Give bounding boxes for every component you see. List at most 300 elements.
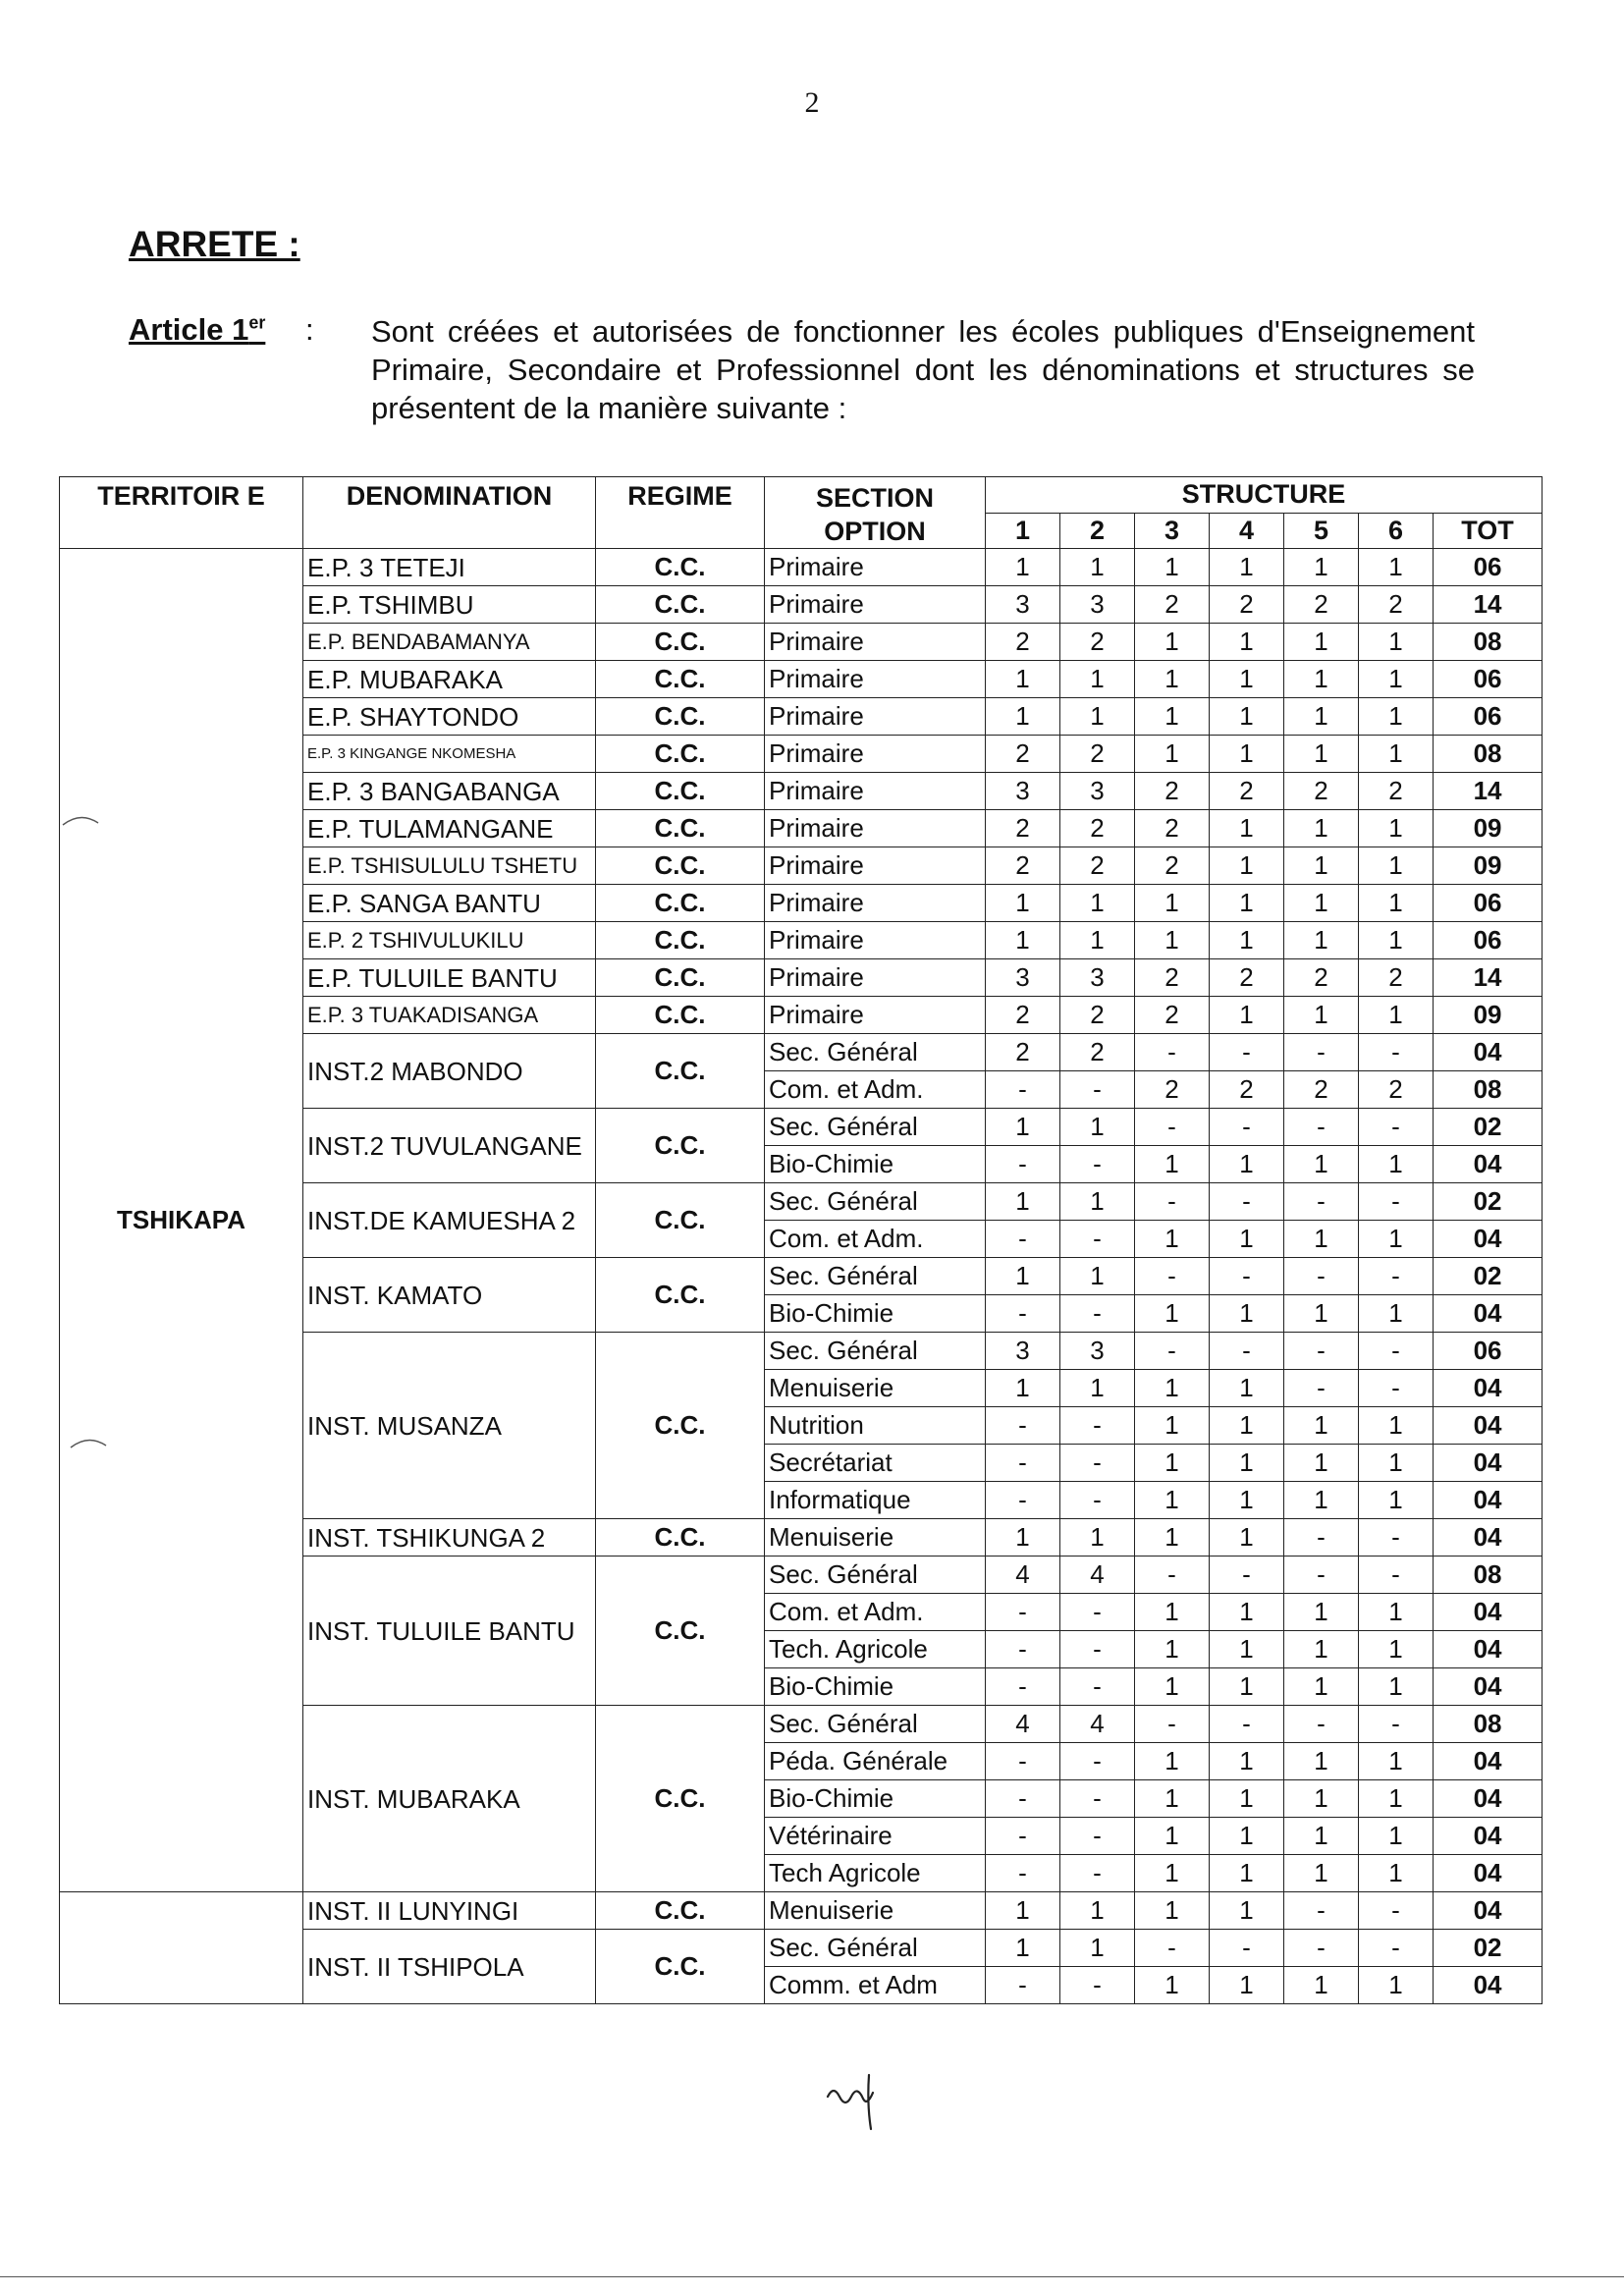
class-4-cell: 1	[1210, 1407, 1284, 1445]
class-3-cell: 1	[1135, 1594, 1210, 1631]
class-6-cell: -	[1359, 1333, 1434, 1370]
total-cell: 06	[1434, 549, 1543, 586]
class-5-cell: 1	[1284, 698, 1359, 736]
regime-cell: C.C.	[596, 586, 765, 624]
class-4-cell: -	[1210, 1706, 1284, 1743]
denomination-cell: E.P. SHAYTONDO	[303, 698, 596, 736]
class-1-cell: -	[986, 1482, 1060, 1519]
denomination-cell: E.P. TULAMANGANE	[303, 810, 596, 847]
class-4-cell: 1	[1210, 885, 1284, 922]
regime-cell: C.C.	[596, 549, 765, 586]
class-6-cell: 1	[1359, 1594, 1434, 1631]
class-3-cell: 1	[1135, 698, 1210, 736]
class-5-cell: -	[1284, 1333, 1359, 1370]
section-option-cell: Informatique	[765, 1482, 986, 1519]
class-5-cell: 1	[1284, 1967, 1359, 2004]
class-1-cell: 1	[986, 549, 1060, 586]
class-3-cell: 1	[1135, 736, 1210, 773]
class-3-cell: -	[1135, 1333, 1210, 1370]
class-2-cell: 2	[1060, 1034, 1135, 1071]
total-cell: 04	[1434, 1631, 1543, 1668]
class-6-cell: -	[1359, 1557, 1434, 1594]
class-6-cell: 1	[1359, 1407, 1434, 1445]
class-3-cell: -	[1135, 1109, 1210, 1146]
class-6-cell: 1	[1359, 1295, 1434, 1333]
class-2-cell: 1	[1060, 1258, 1135, 1295]
class-2-cell: -	[1060, 1445, 1135, 1482]
class-5-cell: 1	[1284, 847, 1359, 885]
regime-cell: C.C.	[596, 661, 765, 698]
class-3-cell: 1	[1135, 1370, 1210, 1407]
total-cell: 06	[1434, 1333, 1543, 1370]
class-1-cell: 1	[986, 698, 1060, 736]
class-4-cell: 1	[1210, 698, 1284, 736]
section-option-cell: Primaire	[765, 624, 986, 661]
total-cell: 02	[1434, 1109, 1543, 1146]
regime-cell: C.C.	[596, 1333, 765, 1519]
header-class-6: 6	[1359, 513, 1434, 549]
section-option-cell: Primaire	[765, 997, 986, 1034]
class-6-cell: 2	[1359, 959, 1434, 997]
class-3-cell: 1	[1135, 1482, 1210, 1519]
class-4-cell: 1	[1210, 1146, 1284, 1183]
class-2-cell: 1	[1060, 1183, 1135, 1221]
class-5-cell: 1	[1284, 1407, 1359, 1445]
denomination-cell: INST. II LUNYINGI	[303, 1892, 596, 1930]
regime-cell: C.C.	[596, 1892, 765, 1930]
class-2-cell: 2	[1060, 997, 1135, 1034]
header-section-option: SECTION OPTION	[765, 477, 986, 549]
article-label	[129, 312, 265, 348]
section-option-cell: Primaire	[765, 549, 986, 586]
regime-cell: C.C.	[596, 1258, 765, 1333]
class-1-cell: -	[986, 1818, 1060, 1855]
class-1-cell: -	[986, 1780, 1060, 1818]
class-1-cell: 1	[986, 885, 1060, 922]
class-3-cell: 1	[1135, 1295, 1210, 1333]
class-3-cell: 1	[1135, 1818, 1210, 1855]
class-1-cell: -	[986, 1594, 1060, 1631]
denomination-cell: E.P. TULUILE BANTU	[303, 959, 596, 997]
class-1-cell: 2	[986, 736, 1060, 773]
total-cell: 04	[1434, 1445, 1543, 1482]
class-1-cell: 1	[986, 1930, 1060, 1967]
regime-cell: C.C.	[596, 1706, 765, 1892]
class-5-cell: 1	[1284, 1295, 1359, 1333]
class-1-cell: 1	[986, 922, 1060, 959]
class-2-cell: 1	[1060, 885, 1135, 922]
class-3-cell: 1	[1135, 1519, 1210, 1557]
class-1-cell: 1	[986, 1519, 1060, 1557]
class-4-cell: -	[1210, 1333, 1284, 1370]
class-1-cell: 3	[986, 773, 1060, 810]
class-2-cell: 3	[1060, 1333, 1135, 1370]
class-1-cell: -	[986, 1295, 1060, 1333]
total-cell: 04	[1434, 1482, 1543, 1519]
class-2-cell: -	[1060, 1295, 1135, 1333]
class-3-cell: 2	[1135, 1071, 1210, 1109]
class-5-cell: 1	[1284, 1818, 1359, 1855]
article-label-text: Article 1	[129, 312, 249, 347]
denomination-cell: E.P. SANGA BANTU	[303, 885, 596, 922]
class-6-cell: -	[1359, 1034, 1434, 1071]
class-1-cell: 2	[986, 847, 1060, 885]
class-5-cell: 1	[1284, 1780, 1359, 1818]
class-5-cell: 1	[1284, 1668, 1359, 1706]
denomination-cell: INST. MUBARAKA	[303, 1706, 596, 1892]
class-2-cell: 2	[1060, 736, 1135, 773]
class-1-cell: 3	[986, 586, 1060, 624]
class-6-cell: -	[1359, 1706, 1434, 1743]
class-5-cell: -	[1284, 1183, 1359, 1221]
class-1-cell: 1	[986, 1109, 1060, 1146]
class-5-cell: 1	[1284, 885, 1359, 922]
class-5-cell: 1	[1284, 624, 1359, 661]
class-6-cell: 1	[1359, 922, 1434, 959]
class-3-cell: 1	[1135, 1967, 1210, 2004]
class-2-cell: 2	[1060, 810, 1135, 847]
header-denomination: DENOMINATION	[303, 477, 596, 549]
class-3-cell: 1	[1135, 1743, 1210, 1780]
class-1-cell: -	[986, 1855, 1060, 1892]
class-1-cell: -	[986, 1071, 1060, 1109]
class-2-cell: -	[1060, 1594, 1135, 1631]
regime-cell: C.C.	[596, 1557, 765, 1706]
total-cell: 04	[1434, 1743, 1543, 1780]
class-1-cell: -	[986, 1967, 1060, 2004]
class-1-cell: 3	[986, 1333, 1060, 1370]
regime-cell: C.C.	[596, 1034, 765, 1109]
class-3-cell: 1	[1135, 1445, 1210, 1482]
regime-cell: C.C.	[596, 1519, 765, 1557]
class-3-cell: 1	[1135, 1892, 1210, 1930]
total-cell: 14	[1434, 959, 1543, 997]
total-cell: 08	[1434, 1706, 1543, 1743]
total-cell: 02	[1434, 1930, 1543, 1967]
section-option-cell: Primaire	[765, 847, 986, 885]
section-option-cell: Bio-Chimie	[765, 1295, 986, 1333]
denomination-cell: INST. TSHIKUNGA 2	[303, 1519, 596, 1557]
class-1-cell: 2	[986, 997, 1060, 1034]
class-6-cell: 1	[1359, 885, 1434, 922]
class-3-cell: 1	[1135, 1668, 1210, 1706]
total-cell: 08	[1434, 624, 1543, 661]
class-3-cell: 2	[1135, 997, 1210, 1034]
class-1-cell: 4	[986, 1557, 1060, 1594]
class-2-cell: -	[1060, 1668, 1135, 1706]
section-option-cell: Primaire	[765, 736, 986, 773]
total-cell: 14	[1434, 586, 1543, 624]
class-2-cell: 1	[1060, 922, 1135, 959]
class-4-cell: -	[1210, 1034, 1284, 1071]
class-5-cell: -	[1284, 1930, 1359, 1967]
class-4-cell: 1	[1210, 1631, 1284, 1668]
regime-cell: C.C.	[596, 847, 765, 885]
regime-cell: C.C.	[596, 959, 765, 997]
regime-cell: C.C.	[596, 1109, 765, 1183]
class-6-cell: -	[1359, 1930, 1434, 1967]
class-4-cell: -	[1210, 1557, 1284, 1594]
class-5-cell: -	[1284, 1519, 1359, 1557]
class-3-cell: 1	[1135, 549, 1210, 586]
class-5-cell: -	[1284, 1258, 1359, 1295]
denomination-cell: INST. II TSHIPOLA	[303, 1930, 596, 2004]
section-option-cell: Primaire	[765, 698, 986, 736]
class-1-cell: -	[986, 1407, 1060, 1445]
regime-cell: C.C.	[596, 773, 765, 810]
denomination-cell: E.P. 3 TETEJI	[303, 549, 596, 586]
class-2-cell: 1	[1060, 1109, 1135, 1146]
class-1-cell: -	[986, 1743, 1060, 1780]
total-cell: 04	[1434, 1295, 1543, 1333]
class-5-cell: -	[1284, 1557, 1359, 1594]
class-6-cell: -	[1359, 1109, 1434, 1146]
denomination-cell: E.P. TSHISULULU TSHETU	[303, 847, 596, 885]
class-3-cell: 1	[1135, 1407, 1210, 1445]
class-5-cell: 1	[1284, 997, 1359, 1034]
class-1-cell: 1	[986, 1183, 1060, 1221]
denomination-cell: INST. MUSANZA	[303, 1333, 596, 1519]
class-2-cell: -	[1060, 1743, 1135, 1780]
class-5-cell: 1	[1284, 922, 1359, 959]
schools-structure-table	[59, 476, 1543, 2004]
total-cell: 04	[1434, 1668, 1543, 1706]
class-4-cell: 1	[1210, 997, 1284, 1034]
total-cell: 09	[1434, 997, 1543, 1034]
class-3-cell: 2	[1135, 773, 1210, 810]
section-option-cell: Sec. Général	[765, 1183, 986, 1221]
class-3-cell: 1	[1135, 1780, 1210, 1818]
denomination-cell: INST.2 TUVULANGANE	[303, 1109, 596, 1183]
denomination-cell: E.P. MUBARAKA	[303, 661, 596, 698]
section-option-cell: Primaire	[765, 922, 986, 959]
section-option-cell: Primaire	[765, 810, 986, 847]
regime-cell: C.C.	[596, 1930, 765, 2004]
class-6-cell: 1	[1359, 624, 1434, 661]
total-cell: 08	[1434, 1071, 1543, 1109]
regime-cell: C.C.	[596, 624, 765, 661]
page-number: 2	[804, 86, 820, 119]
class-3-cell: 1	[1135, 885, 1210, 922]
class-2-cell: -	[1060, 1221, 1135, 1258]
class-4-cell: 1	[1210, 1445, 1284, 1482]
class-4-cell: 1	[1210, 1519, 1284, 1557]
class-4-cell: 2	[1210, 1071, 1284, 1109]
class-1-cell: 2	[986, 1034, 1060, 1071]
total-cell: 04	[1434, 1221, 1543, 1258]
denomination-cell: INST. TULUILE BANTU	[303, 1557, 596, 1706]
class-3-cell: 1	[1135, 624, 1210, 661]
class-1-cell: 2	[986, 624, 1060, 661]
class-1-cell: -	[986, 1445, 1060, 1482]
class-5-cell: 1	[1284, 1743, 1359, 1780]
class-4-cell: -	[1210, 1930, 1284, 1967]
regime-cell: C.C.	[596, 810, 765, 847]
class-3-cell: 2	[1135, 959, 1210, 997]
section-option-cell: Sec. Général	[765, 1706, 986, 1743]
class-6-cell: -	[1359, 1258, 1434, 1295]
class-4-cell: 2	[1210, 959, 1284, 997]
header-class-5: 5	[1284, 513, 1359, 549]
class-3-cell: -	[1135, 1930, 1210, 1967]
class-2-cell: -	[1060, 1855, 1135, 1892]
class-5-cell: 1	[1284, 1482, 1359, 1519]
class-2-cell: -	[1060, 1631, 1135, 1668]
class-6-cell: -	[1359, 1519, 1434, 1557]
table-body	[60, 549, 1543, 2004]
regime-cell: C.C.	[596, 885, 765, 922]
total-cell: 06	[1434, 661, 1543, 698]
total-cell: 04	[1434, 1370, 1543, 1407]
class-6-cell: 2	[1359, 1071, 1434, 1109]
class-4-cell: 1	[1210, 1780, 1284, 1818]
section-option-cell: Com. et Adm.	[765, 1594, 986, 1631]
section-option-cell: Menuiserie	[765, 1519, 986, 1557]
section-option-cell: Péda. Générale	[765, 1743, 986, 1780]
class-2-cell: -	[1060, 1780, 1135, 1818]
section-option-cell: Nutrition	[765, 1407, 986, 1445]
class-4-cell: 1	[1210, 1967, 1284, 2004]
class-4-cell: 1	[1210, 1370, 1284, 1407]
section-option-cell: Tech Agricole	[765, 1855, 986, 1892]
header-class-2: 2	[1060, 513, 1135, 549]
header-class-1: 1	[986, 513, 1060, 549]
regime-cell: C.C.	[596, 997, 765, 1034]
class-4-cell: 1	[1210, 1295, 1284, 1333]
section-option-cell: Bio-Chimie	[765, 1780, 986, 1818]
class-4-cell: -	[1210, 1109, 1284, 1146]
total-cell: 04	[1434, 1780, 1543, 1818]
class-5-cell: 1	[1284, 1855, 1359, 1892]
class-1-cell: 3	[986, 959, 1060, 997]
class-5-cell: 1	[1284, 1631, 1359, 1668]
class-4-cell: -	[1210, 1258, 1284, 1295]
regime-cell: C.C.	[596, 1183, 765, 1258]
section-option-cell: Tech. Agricole	[765, 1631, 986, 1668]
class-2-cell: 1	[1060, 1930, 1135, 1967]
class-2-cell: 4	[1060, 1557, 1135, 1594]
class-5-cell: -	[1284, 1109, 1359, 1146]
section-option-cell: Bio-Chimie	[765, 1146, 986, 1183]
class-3-cell: 1	[1135, 661, 1210, 698]
class-5-cell: -	[1284, 1892, 1359, 1930]
class-2-cell: -	[1060, 1482, 1135, 1519]
class-2-cell: 1	[1060, 698, 1135, 736]
class-4-cell: 1	[1210, 1221, 1284, 1258]
regime-cell: C.C.	[596, 698, 765, 736]
class-5-cell: 1	[1284, 549, 1359, 586]
class-1-cell: 1	[986, 1892, 1060, 1930]
class-6-cell: -	[1359, 1892, 1434, 1930]
total-cell: 06	[1434, 922, 1543, 959]
class-6-cell: 1	[1359, 1967, 1434, 2004]
territoire-cell-empty	[60, 1892, 303, 2004]
class-4-cell: 1	[1210, 1594, 1284, 1631]
class-5-cell: 1	[1284, 1445, 1359, 1482]
class-6-cell: 1	[1359, 1146, 1434, 1183]
section-option-cell: Sec. Général	[765, 1034, 986, 1071]
denomination-cell: INST. KAMATO	[303, 1258, 596, 1333]
class-3-cell: -	[1135, 1034, 1210, 1071]
section-option-cell: Sec. Général	[765, 1930, 986, 1967]
class-4-cell: 1	[1210, 1855, 1284, 1892]
total-cell: 06	[1434, 698, 1543, 736]
class-4-cell: 1	[1210, 847, 1284, 885]
class-3-cell: 1	[1135, 922, 1210, 959]
denomination-cell: E.P. BENDABAMANYA	[303, 624, 596, 661]
class-2-cell: 1	[1060, 549, 1135, 586]
class-3-cell: -	[1135, 1183, 1210, 1221]
article-colon: :	[305, 312, 314, 347]
class-4-cell: 1	[1210, 1892, 1284, 1930]
denomination-cell: E.P. 3 BANGABANGA	[303, 773, 596, 810]
margin-mark	[69, 1436, 108, 1449]
class-1-cell: 4	[986, 1706, 1060, 1743]
section-option-cell: Comm. et Adm	[765, 1967, 986, 2004]
denomination-cell: INST.DE KAMUESHA 2	[303, 1183, 596, 1258]
class-1-cell: -	[986, 1221, 1060, 1258]
class-6-cell: 1	[1359, 810, 1434, 847]
section-option-cell: Primaire	[765, 885, 986, 922]
class-6-cell: 1	[1359, 549, 1434, 586]
class-6-cell: 1	[1359, 1780, 1434, 1818]
table-header-row	[60, 477, 1543, 514]
header-class-3: 3	[1135, 513, 1210, 549]
regime-cell: C.C.	[596, 922, 765, 959]
class-5-cell: 2	[1284, 773, 1359, 810]
class-4-cell: 1	[1210, 736, 1284, 773]
class-2-cell: 3	[1060, 586, 1135, 624]
class-5-cell: 1	[1284, 1594, 1359, 1631]
class-2-cell: 3	[1060, 959, 1135, 997]
class-6-cell: 1	[1359, 1445, 1434, 1482]
class-2-cell: -	[1060, 1967, 1135, 2004]
class-6-cell: 1	[1359, 698, 1434, 736]
section-option-cell: Sec. Général	[765, 1258, 986, 1295]
class-1-cell: 1	[986, 661, 1060, 698]
class-5-cell: 1	[1284, 1146, 1359, 1183]
total-cell: 04	[1434, 1407, 1543, 1445]
header-regime: REGIME	[596, 477, 765, 549]
table-row	[60, 549, 1543, 586]
class-4-cell: 2	[1210, 773, 1284, 810]
total-cell: 02	[1434, 1258, 1543, 1295]
section-option-cell: Primaire	[765, 959, 986, 997]
class-4-cell: 1	[1210, 1743, 1284, 1780]
territoire-cell: TSHIKAPA	[60, 549, 303, 1892]
class-2-cell: 3	[1060, 773, 1135, 810]
class-5-cell: 2	[1284, 1071, 1359, 1109]
total-cell: 06	[1434, 885, 1543, 922]
class-2-cell: 2	[1060, 624, 1135, 661]
margin-mark	[61, 813, 100, 827]
total-cell: 14	[1434, 773, 1543, 810]
section-option-cell: Secrétariat	[765, 1445, 986, 1482]
section-option-cell: Primaire	[765, 773, 986, 810]
class-5-cell: 1	[1284, 1221, 1359, 1258]
class-3-cell: 1	[1135, 1221, 1210, 1258]
class-1-cell: -	[986, 1146, 1060, 1183]
class-3-cell: 2	[1135, 847, 1210, 885]
class-6-cell: 1	[1359, 847, 1434, 885]
article-text: Sont créées et autorisées de fonctionner les écoles publiques d'Enseignement Primaire, Secondaire et Professionnel dont les dénominations et structures se présentent de la manière suivante :	[371, 314, 1475, 425]
class-3-cell: 1	[1135, 1855, 1210, 1892]
class-6-cell: -	[1359, 1370, 1434, 1407]
header-total: TOT	[1434, 513, 1543, 549]
section-option-cell: Com. et Adm.	[765, 1221, 986, 1258]
class-5-cell: 1	[1284, 736, 1359, 773]
section-option-cell: Vétérinaire	[765, 1818, 986, 1855]
